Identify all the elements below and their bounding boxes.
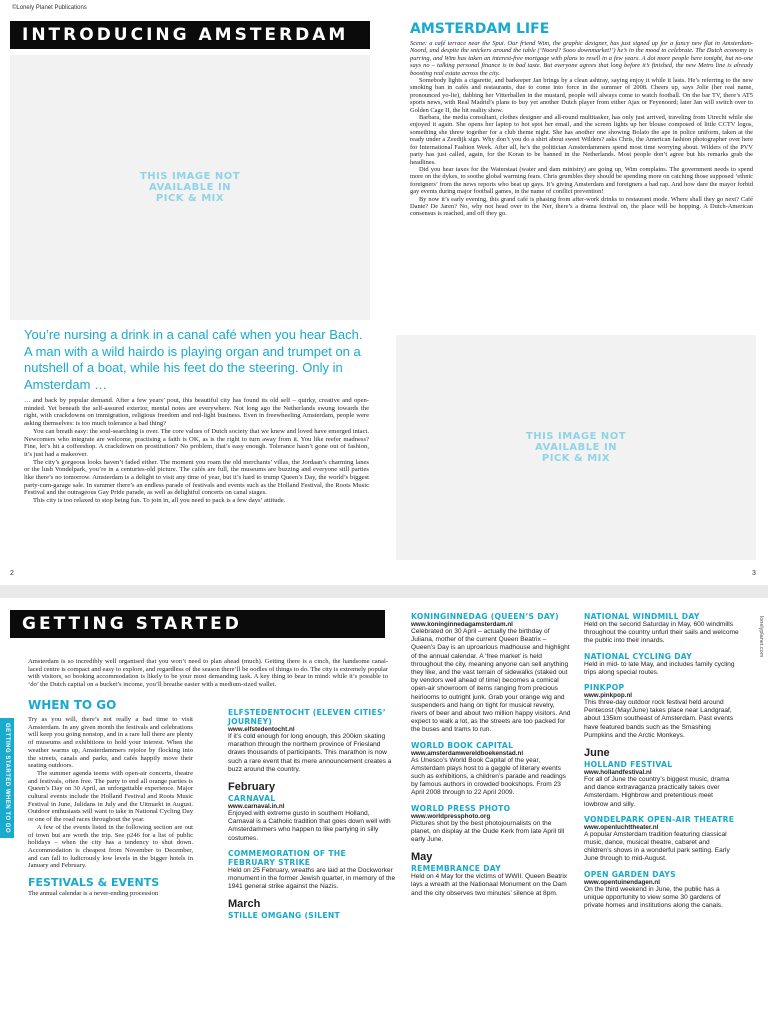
event-entry bbox=[584, 612, 739, 646]
event-url[interactable]: www.amsterdamwereldboekenstad.nl bbox=[411, 749, 524, 757]
event-title: STILLE OMGANG (SILENT bbox=[228, 911, 340, 921]
introducing-title: INTRODUCING AMSTERDAM bbox=[22, 25, 349, 45]
event-description: Held on 4 May for the victims of WWII. Queen Beatrix lays a wreath at the Nationaal Monument on the Dam and the city observes two minutes’ silence at 8pm. bbox=[411, 873, 568, 897]
event-url[interactable]: www.opentuinendagen.nl bbox=[584, 878, 661, 886]
event-entry bbox=[228, 911, 396, 920]
event-title: KONINGINNEDAG (QUEEN’S DAY) bbox=[411, 612, 559, 621]
event-description: As Unesco’s World Book Capital of the year, Amsterdam plays host to a gaggle of literary events such as exhibitions, a children’s parade and readings by famous authors in crowded bookshops. From 23 April 2008 through to 22 April 2009. bbox=[411, 756, 566, 797]
event-entry bbox=[411, 804, 571, 845]
image-placeholder-left bbox=[10, 55, 370, 320]
event-description: If it’s cold enough for long enough, this 200km skating marathon through the northern province of Friesland draws thousands of participants. This marathon is now such a rare event that its mere announcement creates a buzz around the country. bbox=[228, 733, 392, 773]
event-title: ELFSTEDENTOCHT (ELEVEN CITIES’ JOURNEY) bbox=[228, 708, 386, 726]
life-paragraph: Barbara, the media consultant, clothes designer and all-round multitasker, has only just arrived, traveling from Utrecht while she enjoyed it again. She opens her laptop to hot spot her email, and the screen lights up her blouse composed of little CCTV logos, something she threw together for a club theme night. She has another one showing Bolato the ape in police uniform, taken at the ready under a Zeedijk sign. Why don’t you do a shirt about sweet Wilders? asks Chris, the American fashion photographer over here for International Fashion Week. After all, he’s the politician Amsterdammers spend most time worrying about. Wilders of the PVV party has just called, again, for the Koran to be banned in the Netherlands. Most people don’t agree but his remarks grab the headlines. bbox=[410, 114, 753, 166]
event-url[interactable]: www.elfstedentocht.nl bbox=[228, 726, 295, 733]
event-url[interactable]: www.hollandfestival.nl bbox=[584, 769, 652, 777]
event-url[interactable]: www.worldpressphoto.org bbox=[411, 812, 491, 820]
event-entry bbox=[228, 849, 396, 892]
life-paragraph: By now it’s early evening, this grand café is phasing from after-work drinks to restaurant mode. Where shall they go next? Café Dante? De Jaren? No, why not head over to the Ner, there’s a drama festival on, the place will be hopping. A Dutch-American consensus is reached, and off they go. bbox=[410, 195, 753, 218]
when-to-go-column bbox=[28, 698, 193, 898]
event-url[interactable]: www.openluchttheater.nl bbox=[584, 823, 659, 831]
month-heading: February bbox=[228, 781, 276, 794]
when-to-go-body bbox=[28, 716, 193, 870]
event-entry bbox=[584, 652, 739, 677]
month-heading: May bbox=[411, 851, 433, 864]
event-title: WORLD PRESS PHOTO bbox=[411, 803, 511, 813]
when-paragraph: The summer agenda teems with open-air concerts, theatre and festivals, often free. The party to end all orange parties is Queen’s Day on 30 April, an unforgettable experience. Major cultural events include the Holland Festival and Roots Music Festival in June, Julidans in July and the Uitmarkt in August. Outdoor enthusiasts will want to take in National Cycling Day or one of the road races throughout the year. bbox=[28, 769, 193, 824]
when-to-go-title: WHEN TO GO bbox=[28, 698, 117, 712]
event-title: NATIONAL WINDMILL DAY bbox=[584, 612, 700, 621]
copyright-notice: ©Lonely Planet Publications bbox=[12, 5, 87, 11]
festivals-body: The annual calendar is a never-ending procession bbox=[28, 890, 159, 898]
placeholder-label: THIS IMAGE NOT AVAILABLE IN PICK & MIX bbox=[525, 431, 627, 464]
event-description: Enjoyed with extreme gusto in southern Holland, Carnaval is a Catholic tradition that goes down well with Amsterdammers who happen to like partying in silly costumes. bbox=[228, 810, 391, 842]
section-tab: GETTING STARTED WHEN TO GO bbox=[0, 718, 14, 838]
event-entry bbox=[411, 741, 571, 798]
event-title: COMMEMORATION OF THE FEBRUARY STRIKE bbox=[228, 848, 346, 867]
event-entry bbox=[411, 864, 571, 898]
festivals-title: FESTIVALS & EVENTS bbox=[28, 876, 160, 890]
event-description: Held in mid- to late May, and includes family cycling trips along special routes. bbox=[584, 660, 735, 676]
placeholder-label: THIS IMAGE NOT AVAILABLE IN PICK & MIX bbox=[139, 171, 241, 204]
event-entry bbox=[584, 683, 739, 740]
event-entry bbox=[584, 815, 739, 864]
intro-quote: You’re nursing a drink in a canal café when you hear Bach. A man with a wild hairdo is playing organ and trumpet on a nutshell of a boat, while his feet do the steering. Only in Amsterdam … bbox=[24, 327, 363, 392]
event-description: Pictures shot by the best photojournalists on the planet, on display at the Oude Kerk from late April till early June. bbox=[411, 819, 565, 844]
life-paragraph: Somebody lights a cigarette, and barkeeper Jan brings by a clean ashtray, saying enjoy it while it lasts. He’s referring to the new smoking ban in cafés and restaurants, due to come into force in the summer of 2008. Cheers up, says Jolie (her real name, pronounced yo-lie), dabbing her Vitterballen in the mustard, people will always come to watch football. On the bar TV, there’s AT5 sports news, with Real Madrid’s plans to buy yet another Dutch player from either Ajax or Feyenoord; later Jan will switch over to Golden Cage II, the hit reality show. bbox=[410, 77, 753, 114]
introducing-banner bbox=[10, 21, 370, 49]
event-title: NATIONAL CYCLING DAY bbox=[584, 651, 693, 661]
intro-paragraph: You can breath easy: the soul-searching is over. The core values of Dutch society that we knew and loved have emerged intact. Newcomers who integrate are welcome, practising a faith is OK, as is the right to turn away from it. You like reefer madness? Fine, let’s hit a coffeeshop. A crackdown on prostitution? No problem, that’s easy enough. Tolerance hasn’t gone out of fashion, it’s just had a makeover. bbox=[24, 427, 369, 458]
event-entry bbox=[584, 760, 739, 809]
event-title: CARNAVAL bbox=[228, 794, 276, 804]
page-number-right: 3 bbox=[752, 570, 756, 577]
when-paragraph: Try as you will, there’s not really a bad time to visit Amsterdam. In any given month the festivals and celebrations will keep you going nonstop, and in a rare lull there are plenty of museums and exhibitions to hold your interest. When the weather warms up, Amsterdammers rejoice by flocking into the streets, canals and parks, and cafés happily move their seating outdoors. bbox=[28, 716, 193, 770]
event-entry bbox=[411, 612, 571, 735]
intro-paragraph: … and back by popular demand. After a few years’ pout, this beautiful city has found its old self – quirky, creative and open-minded. Yet beneath the self-assured exterior, mental notes are everywhere. Not long ago the Netherlands swung towards the right, with crackdowns on immigration, religious freedom and red-light business. Even in freewheeling Amsterdam, people were asking themselves: is too much tolerance a bad thing? bbox=[24, 397, 369, 428]
event-description: Celebrated on 30 April – actually the birthday of Juliana, mother of the current Queen Beatrix – Queen’s Day is an uproarious madhouse and highlight of the annual calendar. A ‘free market’ is held throughout the city, meaning anyone can sell anything they like, and the vast terrain of sidewalks (staked out by vendors well ahead of time) becomes a comical open-air showroom of items ranging from precious heirlooms to outright junk. Grab your orange wig and suspenders and hang on tight for musical revelry, rivers of beer and about two million happy visitors. And expect to walk a lot, as the streets are too packed for the buses and trams to run. bbox=[411, 628, 571, 734]
event-title: WORLD BOOK CAPITAL bbox=[411, 740, 514, 750]
events-column-3 bbox=[411, 612, 571, 904]
image-placeholder-right bbox=[396, 335, 756, 560]
intro-body bbox=[24, 397, 369, 505]
event-title: HOLLAND FESTIVAL bbox=[584, 760, 673, 770]
month-heading: June bbox=[584, 747, 610, 760]
getting-started-spread bbox=[0, 598, 768, 1024]
event-url[interactable]: www.koninginnedagamsterdam.nl bbox=[411, 621, 513, 628]
events-column-2 bbox=[228, 708, 396, 926]
month-heading: March bbox=[228, 898, 261, 911]
event-entry bbox=[228, 794, 396, 843]
event-url[interactable]: www.carnaval.in.nl bbox=[228, 803, 285, 811]
event-description: This three-day outdoor rock festival held around Pentecost (May/June) takes place near Landgraaf, about 135km southeast of Amsterdam. Past events have featured bands such as the Smashing Pumpkins and the Arctic Monkeys. bbox=[584, 699, 734, 739]
website-vertical: lonelyplanet.com bbox=[758, 616, 764, 658]
when-paragraph: A few of the events listed in the following section are out of town but are worth the trip. See p246 for a list of public holidays – when the city has a tendency to shut down. Accommodation is cheapest from November to December, and can fall to ludicrously low levels in the bigger hotels in January and February. bbox=[28, 823, 193, 870]
event-description: On the third weekend in June, the public has a unique opportunity to view some 30 gardens of private homes and institutions along the canals. bbox=[584, 885, 723, 910]
event-description: Held on 25 February, wreaths are laid at the Dockworker monument in the former Jewish quarter, in memory of the 1941 general strike against the Nazis. bbox=[228, 866, 396, 891]
event-title: REMEMBRANCE DAY bbox=[411, 864, 502, 874]
getting-started-banner bbox=[10, 610, 385, 638]
events-column-4 bbox=[584, 612, 739, 916]
intro-paragraph: The city’s gorgeous looks haven’t faded either. The moment you roam the old merchants’ villas, the Jordaan’s charming lanes or the lush Vondelpark, you’re in a centuries-old picture. The cafés are full, the museums are buzzing and everyone still parties like there’s no tomorrow. Amsterdam is a delight to visit any time of year, but it’s hard to trump Queen’s Day, the world’s biggest party-cum-garage sale. In summer there’s an endless parade of festivals and events such as the Holland Festival, the Roots Music Festival and the outrageous Gay Pride parade, as well as delightful concerts on canal stages. bbox=[24, 458, 369, 497]
getting-started-title: GETTING STARTED bbox=[22, 614, 242, 634]
event-description: A popular Amsterdam tradition featuring classical music, dance, musical theatre, cabaret and children’s shows in a wonderful park setting. Early June through to mid-August. bbox=[584, 830, 730, 863]
page-number-left: 2 bbox=[10, 570, 14, 577]
event-entry bbox=[228, 708, 396, 774]
event-description: For all of June the country’s biggest music, drama and dance extravaganza practically takes over Amsterdam. Highbrow and pretentious meet lowbrow and silly. bbox=[584, 776, 730, 808]
life-paragraph: Scene: a café terrace near the Spui. Our friend Wim, the graphic designer, has just signed up for a fancy new flat in Amsterdam-Noord, and despite the snickers around the table (‘Noord? Sooo downmarket!’) he’s in the mood to celebrate. The Dutch economy is purring, and Wim has taken an interest-free mortgage with plans to resell in a few years. A dot more people here tonight, but no-one says no – talking personal finance is in bad taste. But everyone agrees that long before it’s finished, the new Metro line is already boosting real estate across the city. bbox=[410, 40, 753, 77]
event-url[interactable]: www.pinkpop.nl bbox=[584, 692, 633, 700]
amsterdam-life-body bbox=[410, 40, 753, 218]
event-title: PINKPOP bbox=[584, 683, 625, 693]
event-title: OPEN GARDEN DAYS bbox=[584, 869, 676, 879]
intro-paragraph: This city is too relaxed to stop being fun. To join in, all you need to pack is a few days’ attitude. bbox=[33, 497, 286, 505]
amsterdam-life-title: AMSTERDAM LIFE bbox=[410, 21, 550, 37]
getting-started-intro: Amsterdam is so incredibly well organised that you won’t need to plan ahead (much). Getting there is a cinch, the handsome canal-laced centre is compact and easy to explore, and regardless of the season there’ll be oodles of things to do. The city is extremely popular with visitors, so booking accommodation is likely to be your most demanding task. A key thing to bear in mind: while it’s possible to ‘do’ the Dutch capital on a bucket’s income, you’ll breathe easier with a medium-sized wallet. bbox=[28, 658, 388, 689]
event-title: VONDELPARK OPEN-AIR THEATRE bbox=[584, 814, 735, 824]
event-description: Held on the second Saturday in May, 600 windmills throughout the country unfurl their sails and welcome the public into their innards. bbox=[584, 621, 739, 645]
event-entry bbox=[584, 870, 739, 911]
life-paragraph: Did you hear taxes for the Waterstaat (water and dam ministry) are going up, Wim complains. The government needs to spend more on the dykes, to soothe global warming fears. Chris grumbles they should be spending more on catching those supposed ‘ethnic foreigners’ from the news reports who beat up gays. It’s giving Amsterdam and foreigners a bad rap. And how dare the mayor forbid gay events during major football games, in the name of conflict prevention! bbox=[410, 165, 753, 196]
